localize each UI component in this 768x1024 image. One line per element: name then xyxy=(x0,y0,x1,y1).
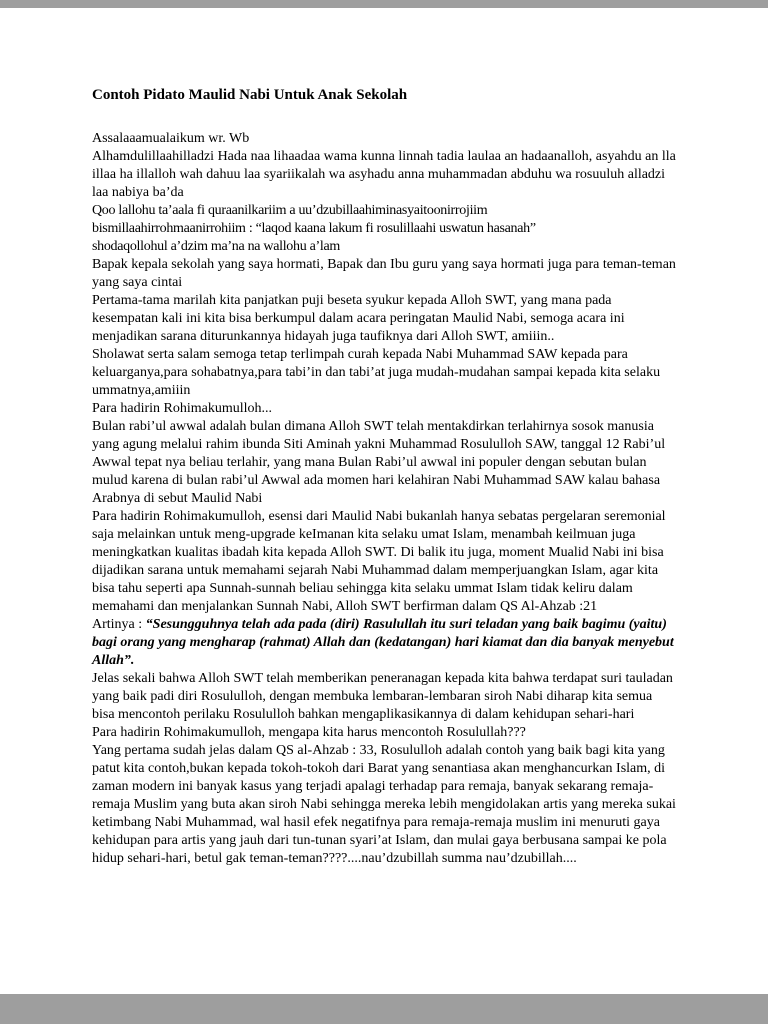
paragraph-closing-argument: Yang pertama sudah jelas dalam QS al-Ahzab : 33, Rosululloh adalah contoh yang baik bagi kita yang patut kita contoh,bukan kepada tokoh-tokoh dari Barat yang senantiasa akan menghancurkan Islam, di zaman modern ini banyak kasus yang terjadi apalagi terhadap para remaja, banyak sekarang remaja-remaja Muslim yang buta akan siroh Nabi sehingga mereka lebih mengidolakan artis yang mereka sukai ketimbang Nabi Muhammad, wal hasil efek negatifnya para remaja-remaja muslim ini menuruti gaya kehidupan para artis yang jauh dari tun-tunan syari’at Islam, dan mulai gaya berbusana sampai ke pola hidup sehari-hari, betul gak teman-teman????....nau’dzubillah summa nau’dzubillah.... xyxy=(92,743,676,866)
paragraph-opening-praise: Alhamdulillaahilladzi Hada naa lihaadaa wama kunna linnah tadia laulaa an hadaanalloh, asyahdu an lla illaa ha illalloh wah dahuu laa syariikalah wa asyhadu anna muhammadan abduhu wa rosuuluh alladzi laa nabiya ba’da xyxy=(92,149,676,200)
paragraph-basmalah-verse: bismillaahirrohmaanirrohiim : “laqod kaana lakum fi rosulillaahi uswatun hasanah” xyxy=(92,221,536,236)
paragraph-address-1: Para hadirin Rohimakumulloh... xyxy=(92,401,273,416)
paragraph-sholawat: Sholawat serta salam semoga tetap terlimpah curah kepada Nabi Muhammad SAW kepada para keluarganya,para sohabatnya,para tabi’in dan tabi’at juga mudah-mudahan sampai kepada kita selaku ummatnya,amiiin xyxy=(92,347,661,398)
paragraph-rabiul-awwal: Bulan rabi’ul awwal adalah bulan dimana Alloh SWT telah mentakdirkan terlahirnya sosok manusia yang agung melalui rahim ibunda Siti Aminah yakni Muhammad Rosululloh SAW, tanggal 12 Rabi’ul Awwal tepat nya beliau terlahir, yang mana Bulan Rabi’ul awwal ini populer dengan sebutan bulan mulud karena di bulan rabi’ul Awwal ada momen hari kelahiran Nabi Muhammad SAW kalau bahasa Arabnya di sebut Maulid Nabi xyxy=(92,419,666,506)
paragraph-shodaqollohul: shodaqollohul a’dzim ma’na na wallohu a’lam xyxy=(92,239,340,254)
bottom-gray-band xyxy=(0,994,768,1024)
document-title: Contoh Pidato Maulid Nabi Untuk Anak Sekolah xyxy=(92,87,408,103)
paragraph-quran-intro: Qoo lallohu ta’aala fi quraanilkariim a uu’dzubillaahiminasyaitoonirrojiim xyxy=(92,203,488,218)
paragraph-essence-maulid: Para hadirin Rohimakumulloh, esensi dari Maulid Nabi bukanlah hanya sebatas pergelaran seremonial saja melainkan untuk meng-upgrade keImanan kita selaku umat Islam, menambah keilmuan juga meningkatkan kualitas ibadah kita kepada Alloh SWT. Di balik itu juga, moment Mualid Nabi ini bisa dijadikan sarana untuk memahami sejarah Nabi Muhammad dalam memperjuangkan Islam, agar kita bisa tahu seperti apa Sunnah-sunnah beliau sehingga kita selaku ummat Islam tidak keliru dalam memahami dan menjalankan Sunnah Nabi, Alloh SWT berfirman dalam QS Al-Ahzab :21 xyxy=(92,509,666,614)
quran-quote-text: “Sesungguhnya telah ada pada (diri) Rasulullah itu suri teladan yang baik bagimu (yaitu) bagi orang yang mengharap (rahmat) Allah dan (kedatangan) hari kiamat dan dia banyak menyebut Allah”. xyxy=(92,617,695,668)
paragraph-gratitude: Pertama-tama marilah kita panjatkan puji beseta syukur kepada Alloh SWT, yang mana pada kesempatan kali ini kita bisa berkumpul dalam acara peringatan Maulid Nabi, semoga acara ini menjadikan sarana diturunkannya hidayah juga taufiknya dari Alloh SWT, amiiin.. xyxy=(92,293,625,344)
paragraph-salutation: Assalaaamualaikum wr. Wb xyxy=(92,131,250,146)
document-content xyxy=(92,0,695,868)
paragraph-question: Para hadirin Rohimakumulloh, mengapa kita harus mencontoh Rosulullah??? xyxy=(92,725,526,740)
paragraph-quran-translation xyxy=(92,616,695,670)
paragraph-greeting-audience: Bapak kepala sekolah yang saya hormati, Bapak dan Ibu guru yang saya hormati juga para teman-teman yang saya cintai xyxy=(92,257,676,290)
paragraph-explanation: Jelas sekali bahwa Alloh SWT telah memberikan peneranagan kepada kita bahwa terdapat suri tauladan yang baik padi diri Rosululloh, dengan membuka lembaran-lembaran siroh Nabi diharap kita semua bisa mencontoh perilaku Rosululloh bahkan mengaplikasikannya di dalam kehidupan sehari-hari xyxy=(92,671,673,722)
artinya-label: Artinya : xyxy=(92,617,146,632)
